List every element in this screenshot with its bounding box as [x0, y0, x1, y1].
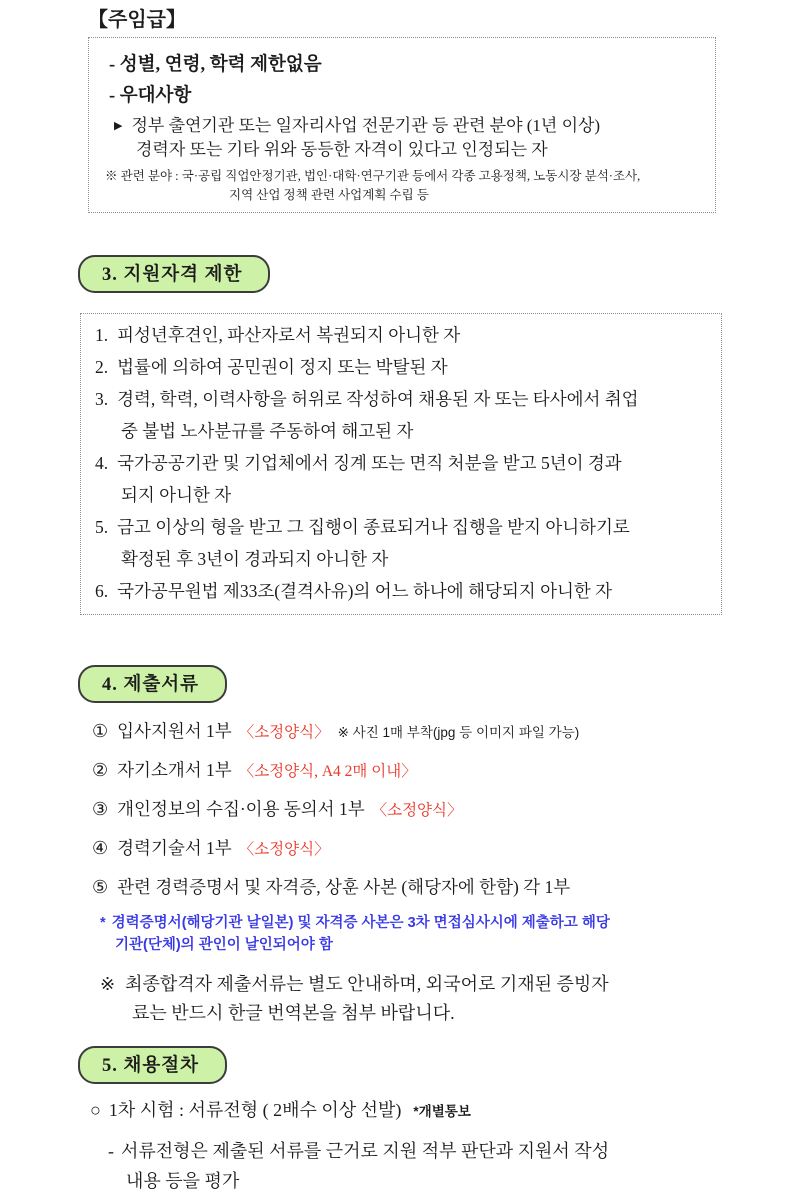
restriction-item: [95, 351, 707, 383]
circled-number: ①: [92, 721, 109, 741]
restriction-continuation: 되지 아니한 자: [121, 485, 232, 505]
bullet-text-continuation: 경력자 또는 기타 위와 동등한 자격이 있다고 인정되는 자: [136, 140, 548, 159]
circled-number: ③: [92, 799, 109, 819]
section5-title: 5. 채용절차: [102, 1056, 199, 1076]
grade-heading: 【주임급】: [88, 9, 186, 31]
document-text: 경력기술서 1부: [117, 838, 232, 858]
form-note-red: 〈소정양식, A4 2매 이내〉: [238, 763, 417, 780]
item-number: 5.: [95, 517, 109, 537]
restriction-item: [95, 511, 707, 543]
item-number: 3.: [95, 389, 109, 409]
item-number: 1.: [95, 325, 109, 345]
restriction-text: 국가공무원법 제33조(결격사유)의 어느 하나에 해당되지 아니한 자: [117, 581, 613, 601]
section3-pill: [78, 255, 270, 293]
restriction-item: [95, 383, 707, 415]
restriction-text: 국가공공기관 및 기업체에서 징계 또는 면직 처분을 받고 5년이 경과: [117, 453, 622, 473]
document-text: 개인정보의 수집·이용 동의서 1부: [117, 799, 365, 819]
form-note-red: 〈소정양식〉: [371, 802, 463, 819]
restriction-item: [95, 447, 707, 479]
certificate-blue-note: [100, 912, 800, 956]
document-item: [92, 758, 800, 784]
asterisk-marker: *: [100, 915, 106, 931]
blue-note-continuation: 기관(단체)의 관인이 날인되어야 함: [115, 937, 333, 953]
circle-bullet-icon: ○: [90, 1100, 101, 1120]
section3-title: 3. 지원자격 제한: [102, 265, 243, 285]
eligibility-line: - 성별, 연령, 학력 제한없음: [109, 55, 322, 75]
circled-number: ④: [92, 838, 109, 858]
related-field-note: ※ 관련 분야 : 국·공립 직업안정기관, 법인·대학·연구기관 등에서 각종 고용정책, 노동시장 분석·조사,: [105, 169, 641, 183]
document-text: 자기소개서 1부: [117, 760, 232, 780]
document-list: [0, 719, 800, 899]
procedure-sub-text: 서류전형은 제출된 서류를 근거로 지원 적부 판단과 지원서 작성: [121, 1141, 610, 1161]
final-note-continuation: 료는 반드시 한글 번역본을 첨부 바랍니다.: [132, 1003, 455, 1023]
final-note-text: 최종합격자 제출서류는 별도 안내하며, 외국어로 기재된 증빙자: [125, 974, 609, 994]
reference-mark-icon: ※: [100, 974, 116, 994]
item-number: 4.: [95, 453, 109, 473]
section4-title: 4. 제출서류: [102, 675, 199, 695]
dash-marker: -: [108, 1141, 114, 1161]
document-item: [92, 875, 800, 899]
final-note-line: [100, 970, 800, 999]
restriction-text: 금고 이상의 형을 받고 그 집행이 종료되거나 집행을 받지 아니하기로: [117, 517, 630, 537]
recruitment-notice-page: [0, 3, 800, 1191]
individual-notice-note: *개별통보: [413, 1104, 471, 1119]
document-item: [92, 797, 800, 823]
procedure-sub-line: [108, 1136, 800, 1166]
circled-number: ②: [92, 760, 109, 780]
restriction-text: 피성년후견인, 파산자로서 복권되지 아니한 자: [117, 325, 461, 345]
section4-pill: [78, 665, 227, 703]
procedure-sub-continuation: 내용 등을 평가: [126, 1171, 240, 1191]
eligibility-box: [88, 37, 716, 213]
form-note-red: 〈소정양식〉: [238, 841, 330, 858]
form-note-red: 〈소정양식〉: [238, 724, 330, 741]
blue-note-text: 경력증명서(해당기관 날일본) 및 자격증 사본은 3차 면접심사시에 제출하고 해당: [111, 915, 610, 931]
document-item: [92, 719, 800, 745]
restriction-continuation: 중 불법 노사분규를 주동하여 해고된 자: [121, 421, 414, 441]
preference-line: - 우대사항: [109, 86, 192, 106]
item-number: 6.: [95, 581, 109, 601]
final-submission-note: [100, 970, 800, 1028]
restriction-item: [95, 575, 707, 607]
related-field-note-continuation: 지역 산업 정책 관련 사업계획 수립 등: [229, 188, 429, 202]
section5-pill: [78, 1046, 227, 1084]
procedure-sub: [108, 1136, 800, 1196]
restriction-continuation: 확정된 후 3년이 경과되지 아니한 자: [121, 549, 389, 569]
procedure-item: [90, 1098, 800, 1124]
restriction-text: 경력, 학력, 이력사항을 허위로 작성하여 채용된 자 또는 타사에서 취업: [117, 389, 639, 409]
procedure-text: 1차 시험 : 서류전형 ( 2배수 이상 선발): [108, 1100, 402, 1120]
blue-note-line: [100, 912, 800, 934]
item-number: 2.: [95, 357, 109, 377]
restriction-text: 법률에 의하여 공민권이 정지 또는 박탈된 자: [117, 357, 448, 377]
document-text: 입사지원서 1부: [117, 721, 232, 741]
photo-note: ※ 사진 1매 부착(jpg 등 이미지 파일 가능): [337, 725, 580, 740]
document-item: [92, 836, 800, 862]
document-text: 관련 경력증명서 및 자격증, 상훈 사본 (해당자에 한함) 각 1부: [117, 877, 571, 897]
restriction-item: [95, 319, 707, 351]
restrictions-box: [80, 313, 722, 615]
triangle-bullet-icon: ▶: [114, 120, 123, 132]
preference-detail-line: [105, 114, 699, 138]
circled-number: ⑤: [92, 877, 109, 897]
bullet-text: 정부 출연기관 또는 일자리사업 전문기관 등 관련 분야 (1년 이상): [131, 116, 601, 135]
